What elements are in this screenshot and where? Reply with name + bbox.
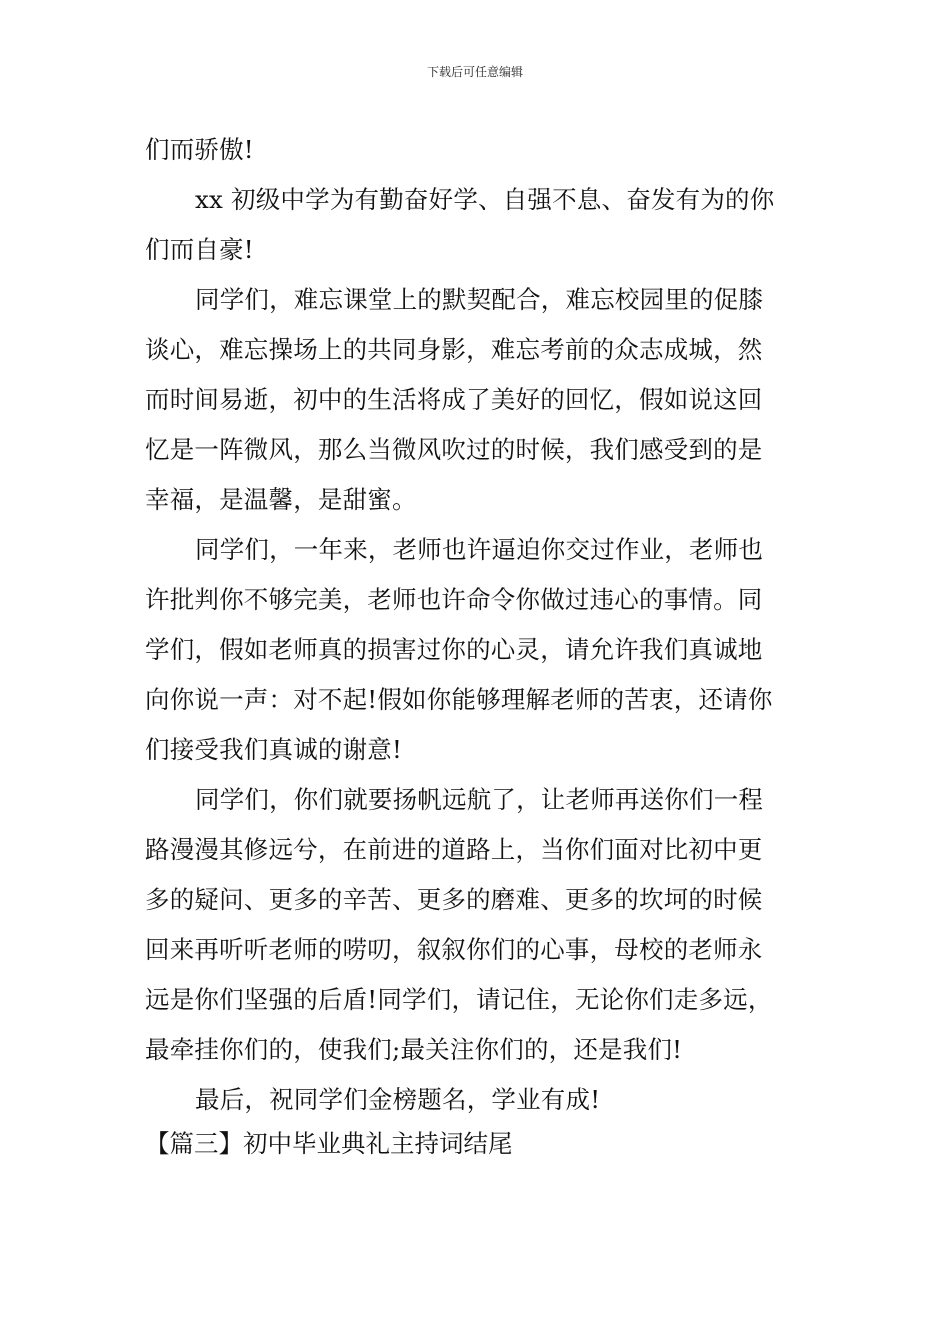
page-header-note: 下载后可任意编辑 xyxy=(426,65,523,79)
paragraph-start-line: 同学们，你们就要扬帆远航了，让老师再送你们一程 xyxy=(195,785,764,814)
text-line: 回来再听听老师的唠叨，叙叙你们的心事，母校的老师永 xyxy=(145,935,763,964)
text-line: 路漫漫其修远兮，在前进的道路上，当你们面对比初中更 xyxy=(145,835,763,864)
text-line: 最牵挂你们的，使我们;最关注你们的，还是我们! xyxy=(145,1035,683,1064)
document-body xyxy=(145,125,809,1125)
text-line: 们接受我们真诚的谢意! xyxy=(145,735,403,764)
text-line: 们而骄傲! xyxy=(145,135,254,164)
text-line: 幸福，是温馨，是甜蜜。 xyxy=(145,485,417,514)
paragraph-start-line: 同学们，一年来，老师也许逼迫你交过作业，老师也 xyxy=(195,535,764,564)
text-line: 向你说一声：对不起!假如你能够理解老师的苦衷，还请你 xyxy=(145,685,773,714)
text-line: 远是你们坚强的后盾!同学们，请记住，无论你们走多远， xyxy=(145,985,773,1014)
text-line: 谈心，难忘操场上的共同身影，难忘考前的众志成城，然 xyxy=(145,335,763,364)
text-line: 多的疑问、更多的辛苦、更多的磨难、更多的坎坷的时候 xyxy=(145,885,763,914)
text-line: 忆是一阵微风，那么当微风吹过的时候，我们感受到的是 xyxy=(145,435,763,464)
paragraph-start-line: 最后，祝同学们金榜题名，学业有成! xyxy=(195,1085,601,1114)
text-line: 学们，假如老师真的损害过你的心灵，请允许我们真诚地 xyxy=(145,635,763,664)
section-heading: 【篇三】初中毕业典礼主持词结尾 xyxy=(145,1129,513,1158)
paragraph-start-line: 同学们，难忘课堂上的默契配合，难忘校园里的促膝 xyxy=(195,285,764,314)
paragraph-start-line: xx 初级中学为有勤奋好学、自强不息、奋发有为的你 xyxy=(195,185,775,214)
text-line: 而时间易逝，初中的生活将成了美好的回忆，假如说这回 xyxy=(145,385,763,414)
text-line: 许批判你不够完美，老师也许命令你做过违心的事情。同 xyxy=(145,585,763,614)
text-line: 们而自豪! xyxy=(145,235,254,264)
